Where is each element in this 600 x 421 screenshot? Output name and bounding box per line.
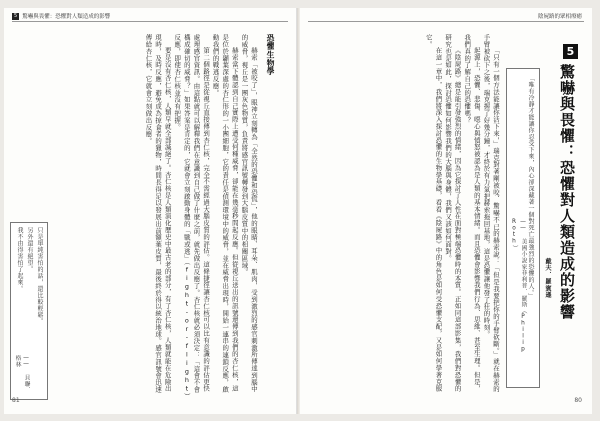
body-text <box>310 34 500 398</box>
quote-line: 另外還有絕望。 <box>26 227 33 273</box>
paragraph: 在這一章中，我們將深入探討恐懼的生物學基礎，看看《陰屍路》中的角色是如何受恐懼支配，又是如何學著克服它。 <box>424 34 443 392</box>
header-rule <box>308 21 584 22</box>
quote-line: 我不由得害怕了起來。 <box>16 227 23 292</box>
chapter-number-badge: 5 <box>14 12 18 19</box>
header-rule <box>12 21 288 22</box>
quote-attribution: —— 美國小說家菲利普．羅斯（Philip Roth） <box>511 219 526 354</box>
paragraph: 赫索當下體認到自己實際上遭受何種威脅，卻能在幾毫秒間起反應。但從視丘送出的訊號還傳到我們的杏仁核，這是位於顳葉深處的杏仁形的一小團細胞，它的責任是偵測環境中的威脅，並在威脅出現時，開始一連串的連鎖反應，啟動我們的戰逃反應。 <box>211 34 239 393</box>
paragraph: 「只有一個方法能讓你活下來，」瑞克對著剛被咬、驚嚇不已的赫索說：「但是我要把你的手臂砍斷。」就在赫索的手臂被砍下之後，瑞克握了好幾分鐘，才終於有力氣把赫索拖回基地，這是恐懼讓他發了狂的時刻。 <box>482 34 500 393</box>
page-number: 80 <box>574 397 582 404</box>
paragraph: 要是沒有杏仁核，人類早就全部滅絕了。杏仁核是人類演化歷史中最古老的部分，有了杏仁核，人類就能在危險出現時，及時反應，避免成為掠食者的獵物，時間長得足以發展出前額葉皮質，最後終於得以統治地球。感官訊號會迅速傳給杏仁核，它就會立刻做出反應。 <box>144 34 172 393</box>
paragraph: 第二個路徑是從視丘直接傳到杏仁核，完全不需經過大腦皮質的評估。這條捷徑讓杏仁核可以比有意識的評估更快處理感官資訊。由這點就可以解釋我們在意識到自己做了什麼之前，就先做出反應了。杏仁核就必須決定：「這會不會構成確切的威脅？」如果答案是肯定的，它就會立刻啟動身體的「戰或逃」（fight-or-flight）反應，即使杏仁核並沒有把握。 <box>173 34 211 397</box>
epigraph-frame <box>506 68 540 388</box>
chapter-title: 驚嚇與畏懼：恐懼對人類造成的影響 <box>558 64 576 320</box>
chapter-author: 戴夫．羅賓遜 <box>544 258 551 299</box>
left-page <box>4 8 296 414</box>
epigraph-frame <box>10 222 48 400</box>
page-number: 81 <box>12 397 20 404</box>
right-page <box>300 8 592 414</box>
paragraph: 《陰屍路》總是能引發強烈的情緒，因為它探討了人性在面對極端恐懼時的本質。正如同這部影集，我們對恐懼的研究也是如此，探討恐懼如何影響我們的大腦與身體，我們又該如何面對。 <box>444 34 462 392</box>
quote-line: 「唯有冷靜才能讓你忍受下來，內心卻深藏著一個對死亡最強烈的恐懼的人。」 <box>527 75 534 300</box>
running-header-title: 驚嚇與畏懼：恐懼對人類造成的影響 <box>22 14 111 20</box>
running-header-left <box>12 12 110 20</box>
quote-line: 只是單純害怕的話，還比較輕鬆。 <box>36 227 43 325</box>
quote-attribution: —— 貝聯．格林 <box>14 355 29 394</box>
paragraph: 起源上，恐懼、悲傷、噁心與憤怒被認為是人類的基本情緒。而且恐懼會影響我們行為、思維、甚至生理。但是，我們真的了解自己的恐懼嗎？ <box>463 34 481 392</box>
chapter-number-box: 5 <box>563 44 578 59</box>
section-heading: 恐懼生物學 <box>266 34 275 76</box>
running-header-right: 陰屍路的眾相療癒 <box>537 14 582 20</box>
body-text <box>18 34 258 398</box>
paragraph: 赫索「被咬了」，眼神立刻轉為「全然的恐懼和恐慌」，他的眼睛、耳朵、肌肉，受到激烈的感官刺激所傳達到腦中的威脅，視丘是一團灰色物質，負責將感官訊號轉發到大腦皮質中的相關區域。 <box>240 34 258 393</box>
